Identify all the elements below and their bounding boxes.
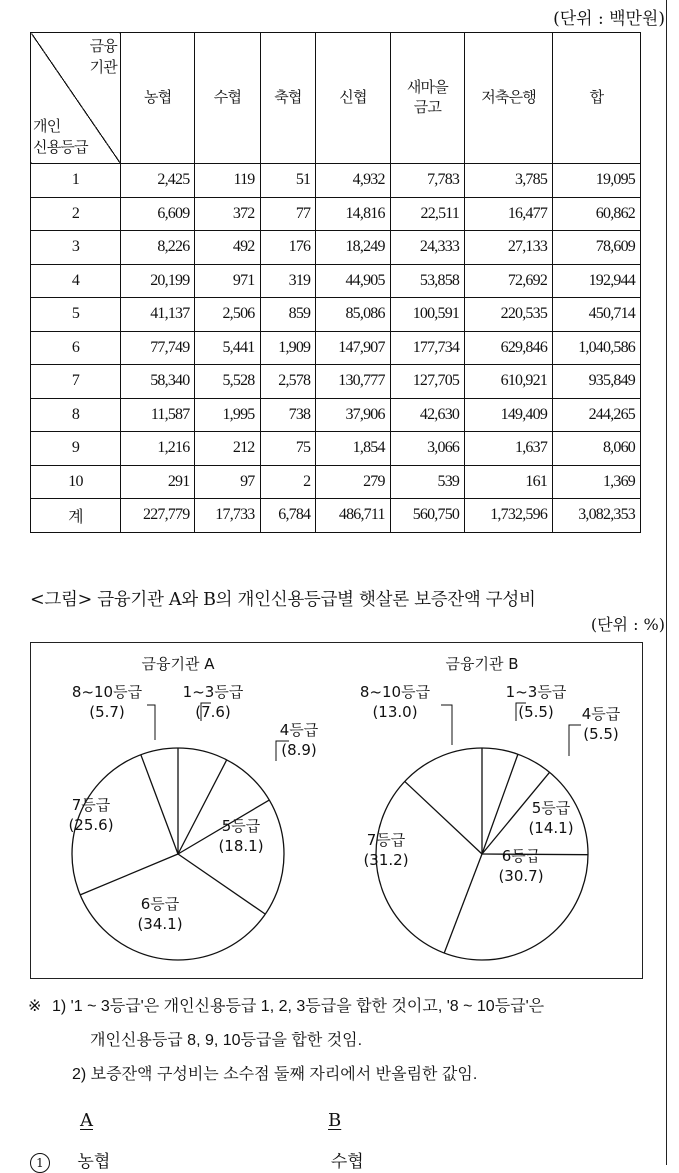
grade-cell: 10 [31, 465, 121, 499]
pie-slice-label: 4등급 [581, 705, 621, 723]
pie-slice-label: 7등급 [71, 796, 111, 814]
corner-grade-label: 개인 신용등급 [33, 119, 88, 156]
grade-cell: 6 [31, 331, 121, 365]
pie-leader-line [569, 725, 581, 756]
grade-cell: 8 [31, 398, 121, 432]
grade-cell: 3 [31, 231, 121, 265]
pie-slice-label: 5등급 [531, 799, 571, 817]
col-header-chukhyup: 축협 [260, 33, 316, 164]
value-cell: 78,609 [553, 231, 641, 265]
pie-slice-value: (7.6) [195, 703, 231, 721]
page-right-rule [666, 0, 667, 1165]
grade-cell: 7 [31, 365, 121, 399]
pie-slice-value: (5.7) [89, 703, 125, 721]
figure-unit-label: (단위 : %) [590, 615, 665, 634]
value-cell: 58,340 [121, 365, 195, 399]
value-cell: 3,082,353 [553, 499, 641, 533]
pie-slice-value: (30.7) [498, 867, 544, 885]
value-cell: 97 [195, 465, 260, 499]
value-cell: 629,846 [465, 331, 553, 365]
value-cell: 8,226 [121, 231, 195, 265]
value-cell: 244,265 [553, 398, 641, 432]
value-cell: 5,441 [195, 331, 260, 365]
table-row [31, 164, 641, 198]
grade-cell: 5 [31, 298, 121, 332]
guarantee-balance-table [30, 32, 641, 533]
value-cell: 44,905 [316, 264, 390, 298]
col-header-total: 합 [553, 33, 641, 164]
table-header-row [31, 33, 641, 164]
value-cell: 2 [260, 465, 316, 499]
value-cell: 127,705 [390, 365, 464, 399]
value-cell: 2,506 [195, 298, 260, 332]
note-mark: ※ [28, 998, 42, 1015]
pie-slice-value: (14.1) [528, 819, 574, 837]
pie-slice-value: (34.1) [137, 915, 183, 933]
value-cell: 7,783 [390, 164, 464, 198]
table-row [31, 231, 641, 265]
pie-slice-value: (8.9) [281, 741, 317, 759]
value-cell: 14,816 [316, 197, 390, 231]
table-row [31, 298, 641, 332]
value-cell: 77,749 [121, 331, 195, 365]
corner-institution-label: 금융 기관 [89, 39, 117, 76]
col-header-savings-bank: 저축은행 [465, 33, 553, 164]
grade-cell: 2 [31, 197, 121, 231]
pie-slice-label: 8~10등급 [359, 683, 431, 701]
value-cell: 560,750 [390, 499, 464, 533]
value-cell: 539 [390, 465, 464, 499]
value-cell: 2,425 [121, 164, 195, 198]
option-1-a: 농협 [77, 1152, 111, 1172]
value-cell: 1,216 [121, 432, 195, 466]
value-cell: 60,862 [553, 197, 641, 231]
value-cell: 18,249 [316, 231, 390, 265]
value-cell: 372 [195, 197, 260, 231]
pie-leader-line [441, 705, 452, 745]
pie-slice-label: 6등급 [501, 847, 541, 865]
table-row [31, 331, 641, 365]
pie-slice-value: (13.0) [372, 703, 418, 721]
col-header-shinhyup: 신협 [316, 33, 390, 164]
pie-slice-value: (31.2) [363, 851, 409, 869]
pie-slice-value: (18.1) [218, 837, 264, 855]
value-cell: 8,060 [553, 432, 641, 466]
grade-cell: 1 [31, 164, 121, 198]
value-cell: 450,714 [553, 298, 641, 332]
value-cell: 1,854 [316, 432, 390, 466]
value-cell: 42,630 [390, 398, 464, 432]
figure-caption: <그림> 금융기관 A와 B의 개인신용등급별 햇살론 보증잔액 구성비 [30, 590, 536, 610]
value-cell: 24,333 [390, 231, 464, 265]
table-row [31, 398, 641, 432]
pie-slice-label: 8~10등급 [71, 683, 143, 701]
pie-title: 금융기관 B [445, 655, 519, 673]
grade-cell: 9 [31, 432, 121, 466]
value-cell: 6,784 [260, 499, 316, 533]
value-cell: 935,849 [553, 365, 641, 399]
value-cell: 5,528 [195, 365, 260, 399]
col-header-suhyup: 수협 [195, 33, 260, 164]
value-cell: 77 [260, 197, 316, 231]
value-cell: 176 [260, 231, 316, 265]
value-cell: 279 [316, 465, 390, 499]
value-cell: 859 [260, 298, 316, 332]
value-cell: 3,066 [390, 432, 464, 466]
answer-col-b-header: B [328, 1110, 342, 1131]
value-cell: 1,732,596 [465, 499, 553, 533]
pie-slice-label: 1~3등급 [505, 683, 567, 701]
value-cell: 1,909 [260, 331, 316, 365]
table-corner-header [31, 33, 121, 164]
pie-charts-box [30, 642, 643, 979]
value-cell: 19,095 [553, 164, 641, 198]
pie-title: 금융기관 A [141, 655, 215, 673]
value-cell: 3,785 [465, 164, 553, 198]
answer-option-1[interactable] [30, 1147, 364, 1173]
value-cell: 147,907 [316, 331, 390, 365]
value-cell: 291 [121, 465, 195, 499]
value-cell: 738 [260, 398, 316, 432]
value-cell: 1,995 [195, 398, 260, 432]
value-cell: 100,591 [390, 298, 464, 332]
table-row [31, 499, 641, 533]
value-cell: 41,137 [121, 298, 195, 332]
note-1-line-2: 개인신용등급 8, 9, 10등급을 합한 것임. [90, 1032, 363, 1049]
col-header-saemaeul: 새마을 금고 [390, 33, 464, 164]
value-cell: 22,511 [390, 197, 464, 231]
grade-cell: 계 [31, 499, 121, 533]
value-cell: 27,133 [465, 231, 553, 265]
pie-slice-label: 6등급 [140, 895, 180, 913]
value-cell: 37,906 [316, 398, 390, 432]
option-number: 1 [30, 1153, 50, 1173]
value-cell: 192,944 [553, 264, 641, 298]
value-cell: 75 [260, 432, 316, 466]
table-row [31, 432, 641, 466]
pie-slice-value: (5.5) [583, 725, 619, 743]
value-cell: 161 [465, 465, 553, 499]
value-cell: 212 [195, 432, 260, 466]
value-cell: 2,578 [260, 365, 316, 399]
value-cell: 220,535 [465, 298, 553, 332]
grade-cell: 4 [31, 264, 121, 298]
value-cell: 119 [195, 164, 260, 198]
value-cell: 20,199 [121, 264, 195, 298]
pie-slice-label: 7등급 [366, 831, 406, 849]
value-cell: 51 [260, 164, 316, 198]
value-cell: 4,932 [316, 164, 390, 198]
option-1-b: 수협 [330, 1152, 364, 1172]
value-cell: 53,858 [390, 264, 464, 298]
value-cell: 149,409 [465, 398, 553, 432]
value-cell: 130,777 [316, 365, 390, 399]
table-row [31, 465, 641, 499]
col-header-nonghyup: 농협 [121, 33, 195, 164]
value-cell: 319 [260, 264, 316, 298]
value-cell: 1,369 [553, 465, 641, 499]
value-cell: 486,711 [316, 499, 390, 533]
pie-slice-label: 4등급 [279, 721, 319, 739]
table-row [31, 365, 641, 399]
note-1-line-1: 1) '1 ~ 3등급'은 개인신용등급 1, 2, 3등급을 합한 것이고, '8 ~ 10등급'은 [52, 998, 545, 1015]
value-cell: 85,086 [316, 298, 390, 332]
pie-leader-line [147, 705, 155, 740]
pie-slice-value: (25.6) [68, 816, 114, 834]
value-cell: 610,921 [465, 365, 553, 399]
note-2: 2) 보증잔액 구성비는 소수점 둘째 자리에서 반올림한 값임. [72, 1066, 478, 1083]
pie-charts-svg [31, 643, 642, 978]
pie-slice-value: (5.5) [518, 703, 554, 721]
value-cell: 227,779 [121, 499, 195, 533]
value-cell: 17,733 [195, 499, 260, 533]
value-cell: 11,587 [121, 398, 195, 432]
value-cell: 72,692 [465, 264, 553, 298]
table-unit-label: (단위 : 백만원) [553, 9, 665, 29]
value-cell: 16,477 [465, 197, 553, 231]
value-cell: 177,734 [390, 331, 464, 365]
value-cell: 1,637 [465, 432, 553, 466]
pie-slice-label: 5등급 [221, 817, 261, 835]
table-row [31, 264, 641, 298]
pie-slice-label: 1~3등급 [182, 683, 244, 701]
table-row [31, 197, 641, 231]
value-cell: 492 [195, 231, 260, 265]
value-cell: 971 [195, 264, 260, 298]
value-cell: 1,040,586 [553, 331, 641, 365]
value-cell: 6,609 [121, 197, 195, 231]
answer-col-a-header: A [80, 1110, 93, 1131]
footnotes [28, 990, 544, 1092]
